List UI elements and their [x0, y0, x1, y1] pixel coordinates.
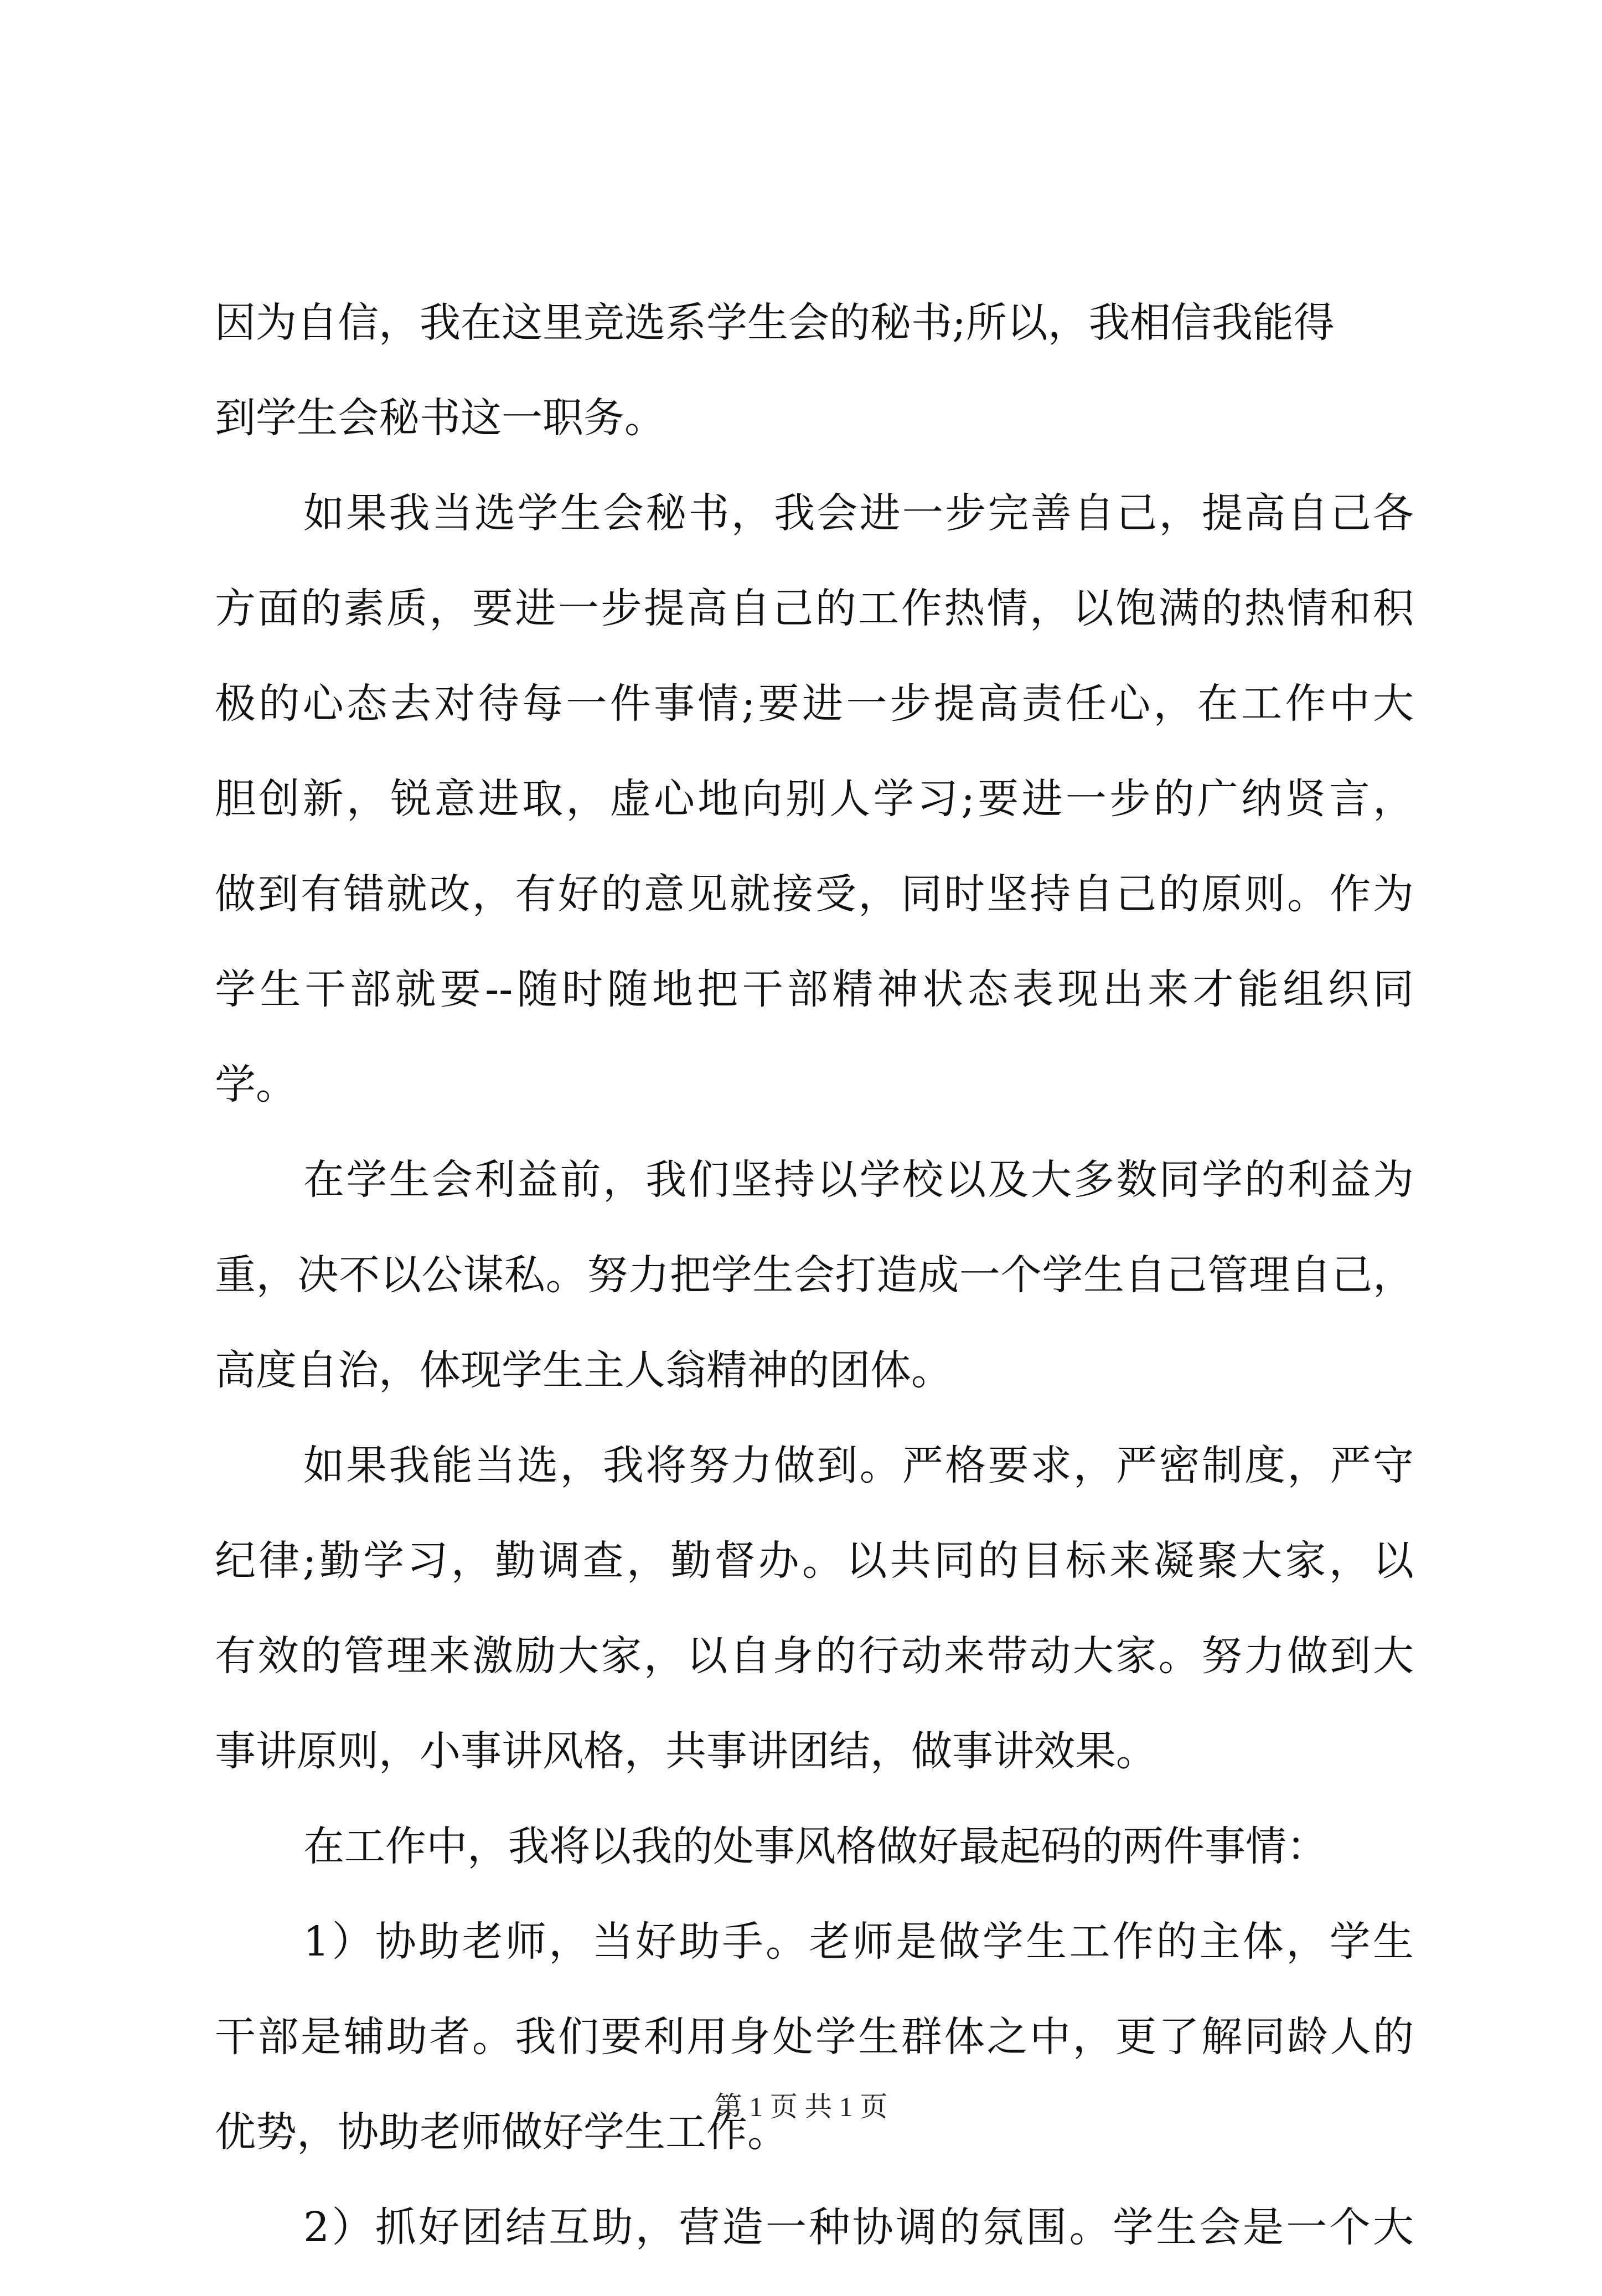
text-line: 做到有错就改，有好的意见就接受，同时坚持自己的原则。作为	[215, 870, 1414, 918]
text-line: 因为自信，我在这里竞选系学生会的秘书;所以，我相信我能得	[215, 299, 1335, 347]
text-line: 事讲原则，小事讲风格，共事讲团结，做事讲效果。	[215, 1727, 1157, 1775]
text-line: 高度自治，体现学生主人翁精神的团体。	[215, 1346, 952, 1394]
text-line: 1）协助老师，当好助手。老师是做学生工作的主体，学生	[303, 1918, 1414, 1965]
text-line: 纪律;勤学习，勤调查，勤督办。以共同的目标来凝聚大家，以	[215, 1537, 1414, 1585]
text-line: 在学生会利益前，我们坚持以学校以及大多数同学的利益为	[303, 1156, 1414, 1204]
text-line: 极的心态去对待每一件事情;要进一步提高责任心，在工作中大	[215, 680, 1414, 728]
text-line: 重，决不以公谋私。努力把学生会打造成一个学生自己管理自己，	[215, 1251, 1414, 1299]
text-line: 方面的素质，要进一步提高自己的工作热情，以饱满的热情和积	[215, 585, 1414, 632]
text-line: 有效的管理来激励大家，以自身的行动来带动大家。努力做到大	[215, 1632, 1414, 1680]
document-body	[215, 296, 1414, 2296]
text-line: 到学生会秘书这一职务。	[215, 394, 665, 442]
text-line: 在工作中，我将以我的处事风格做好最起码的两件事情：	[303, 1823, 1327, 1870]
page-number-footer: 第 1 页 共 1 页	[714, 2091, 888, 2122]
text-line: 如果我能当选，我将努力做到。严格要求，严密制度，严守	[303, 1442, 1414, 1489]
text-line: 2）抓好团结互助，营造一种协调的氛围。学生会是一个大	[303, 2204, 1414, 2251]
text-line: 胆创新，锐意进取，虚心地向别人学习;要进一步的广纳贤言，	[215, 775, 1414, 823]
text-line: 优势，协助老师做好学生工作。	[215, 2108, 788, 2156]
text-line: 干部是辅助者。我们要利用身处学生群体之中，更了解同龄人的	[215, 2013, 1414, 2061]
text-line: 学生干部就要--随时随地把干部精神状态表现出来才能组织同	[215, 966, 1414, 1013]
text-line: 如果我当选学生会秘书，我会进一步完善自己，提高自己各	[303, 489, 1414, 537]
text-line: 学。	[215, 1061, 297, 1108]
